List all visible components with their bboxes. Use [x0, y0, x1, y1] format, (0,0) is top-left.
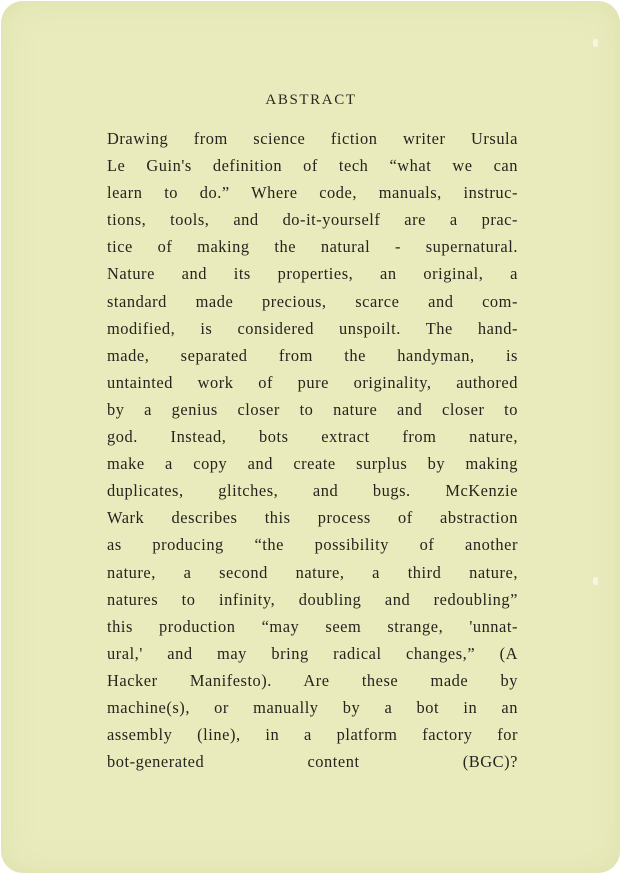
paper-speck — [593, 39, 598, 47]
abstract-line: untainted work of pure originality, authored — [107, 372, 518, 392]
abstract-line: tice of making the natural - supernatural. — [107, 237, 518, 257]
abstract-card — [1, 1, 620, 873]
abstract-heading: ABSTRACT — [265, 92, 357, 108]
abstract-line: natures to infinity, doubling and redoubling” — [107, 589, 518, 609]
abstract-line: nature, a second nature, a third nature, — [107, 562, 518, 582]
abstract-line: made, separated from the handyman, is — [107, 345, 518, 365]
abstract-line: Wark describes this process of abstraction — [107, 508, 518, 528]
abstract-line: god. Instead, bots extract from nature, — [107, 427, 518, 447]
abstract-line: make a copy and create surplus by making — [107, 454, 518, 474]
abstract-line: standard made precious, scarce and com- — [107, 291, 518, 311]
abstract-line: by a genius closer to nature and closer to — [107, 399, 518, 419]
abstract-line: duplicates, glitches, and bugs. McKenzie — [107, 481, 518, 501]
abstract-line: bot-generated content (BGC)? — [107, 752, 518, 772]
abstract-line: modified, is considered unspoilt. The hand- — [107, 318, 518, 338]
abstract-line: machine(s), or manually by a bot in an — [107, 697, 518, 717]
abstract-line: this production “may seem strange, 'unnat- — [107, 616, 518, 636]
abstract-line: ural,' and may bring radical changes,” (A — [107, 643, 518, 663]
abstract-line: tions, tools, and do-it-yourself are a prac- — [107, 210, 518, 230]
paper-speck — [593, 577, 598, 585]
abstract-line: Hacker Manifesto). Are these made by — [107, 670, 518, 690]
abstract-line: Drawing from science fiction writer Ursula — [107, 129, 518, 148]
abstract-line: Le Guin's definition of tech “what we can — [107, 156, 518, 176]
abstract-line: assembly (line), in a platform factory for — [107, 725, 518, 745]
abstract-line: Nature and its properties, an original, a — [107, 264, 518, 284]
abstract-body — [107, 125, 518, 775]
abstract-line: learn to do.” Where code, manuals, instruc- — [107, 183, 518, 203]
abstract-line: as producing “the possibility of another — [107, 535, 518, 555]
